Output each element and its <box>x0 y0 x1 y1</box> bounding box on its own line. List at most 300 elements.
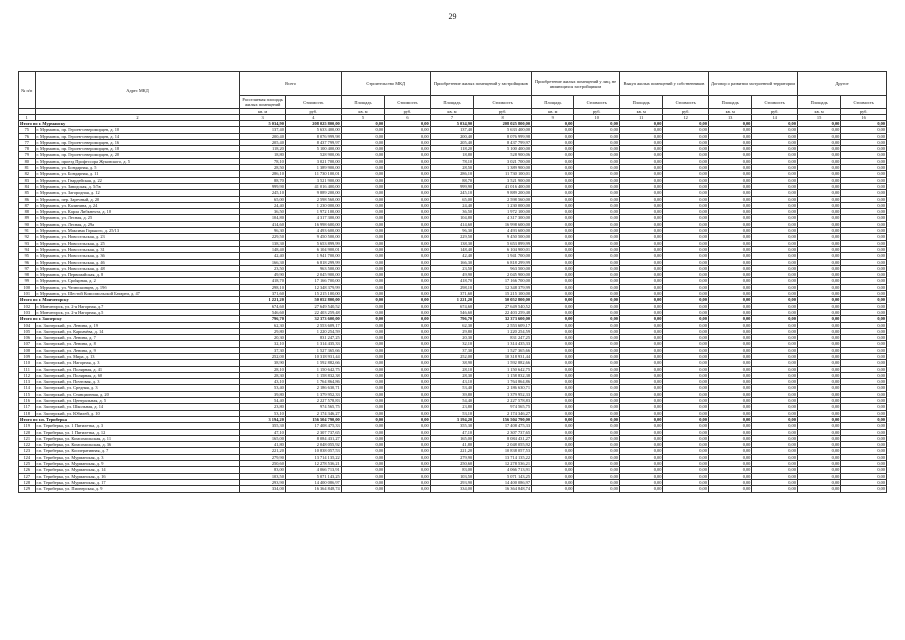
header-acquisition-others: Приобретение жилых помещений у лиц, не являющихся застройщиком <box>532 72 620 96</box>
zero-cell: 0,00 <box>532 246 574 252</box>
zero-cell: 0,00 <box>574 303 620 309</box>
zero-cell: 0,00 <box>797 234 840 240</box>
zero-cell: 0,00 <box>752 284 798 290</box>
zero-cell: 0,00 <box>385 486 431 492</box>
row-number: 85 <box>19 190 36 196</box>
zero-cell: 0,00 <box>708 221 751 227</box>
header-resettled-area: Расселяемая площадь жилых помещений <box>240 96 286 109</box>
zero-cell: 0,00 <box>532 309 574 315</box>
cost-cell: 10 838 057,53 <box>285 448 341 454</box>
zero-cell: 0,00 <box>841 353 887 359</box>
zero-cell: 0,00 <box>532 347 574 353</box>
zero-cell: 0,00 <box>574 341 620 347</box>
zero-cell: 0,00 <box>797 183 840 189</box>
zero-cell: 0,00 <box>341 228 384 234</box>
zero-cell: 0,00 <box>663 228 709 234</box>
address-cell: г.п. Заозерский, ул. Ленина, д. 9 <box>35 347 240 353</box>
cost-cell: 1 972 100,00 <box>285 209 341 215</box>
zero-cell: 0,00 <box>708 171 751 177</box>
zero-cell: 0,00 <box>797 442 840 448</box>
zero-cell: 0,00 <box>532 366 574 372</box>
zero-cell: 0,00 <box>574 259 620 265</box>
zero-cell: 0,00 <box>663 385 709 391</box>
zero-cell: 0,00 <box>574 139 620 145</box>
zero-cell: 0,00 <box>708 435 751 441</box>
zero-cell: 0,00 <box>841 448 887 454</box>
area-cell: 28,10 <box>430 366 473 372</box>
area-cell: 32,10 <box>430 341 473 347</box>
row-number: 86 <box>19 196 36 202</box>
col-number: 13 <box>708 115 751 121</box>
area-cell: 166,30 <box>430 259 473 265</box>
area-cell: 298,10 <box>240 284 286 290</box>
row-number: 108 <box>19 347 36 353</box>
zero-cell: 0,00 <box>708 291 751 297</box>
zero-cell: 0,00 <box>663 303 709 309</box>
zero-cell: 0,00 <box>619 454 662 460</box>
cost-cell: 3 021 700,00 <box>285 158 341 164</box>
address-cell: г. Мурманск, ул. Бондарная, д. 11 <box>35 171 240 177</box>
zero-cell: 0,00 <box>574 165 620 171</box>
row-number: 94 <box>19 246 36 252</box>
zero-cell: 0,00 <box>663 328 709 334</box>
zero-cell: 0,00 <box>708 303 751 309</box>
zero-cell: 0,00 <box>385 291 431 297</box>
zero-cell: 0,00 <box>708 316 751 322</box>
area-cell: 137,40 <box>430 127 473 133</box>
zero-cell: 0,00 <box>341 416 384 422</box>
zero-cell: 0,00 <box>385 404 431 410</box>
area-cell: 279,90 <box>240 454 286 460</box>
zero-cell: 0,00 <box>841 209 887 215</box>
zero-cell: 0,00 <box>752 139 798 145</box>
area-cell: 65,00 <box>430 196 473 202</box>
zero-cell: 0,00 <box>797 309 840 315</box>
zero-cell: 0,00 <box>708 259 751 265</box>
cost-cell: 2 174 346,27 <box>474 410 532 416</box>
area-cell: 83,00 <box>240 467 286 473</box>
area-cell: 286,10 <box>430 171 473 177</box>
address-cell: г. Мурманск, ул. Новосельская, д. 23 <box>35 234 240 240</box>
zero-cell: 0,00 <box>574 297 620 303</box>
cost-cell: 1 764 864,86 <box>285 379 341 385</box>
zero-cell: 0,00 <box>532 253 574 259</box>
zero-cell: 0,00 <box>341 429 384 435</box>
area-cell: 41,80 <box>240 442 286 448</box>
area-cell: 205,40 <box>430 139 473 145</box>
zero-cell: 0,00 <box>708 398 751 404</box>
address-cell: г. Мурманск, ул. Максима Горького, д. 25/13 <box>35 228 240 234</box>
zero-cell: 0,00 <box>619 221 662 227</box>
zero-cell: 0,00 <box>752 158 798 164</box>
zero-cell: 0,00 <box>797 171 840 177</box>
unit-rub: руб. <box>841 109 887 115</box>
header-acquisition-developers: Приобретение жилых помещений у застройщиков <box>430 72 531 96</box>
header-num: № п/п <box>19 72 36 109</box>
zero-cell: 0,00 <box>532 165 574 171</box>
zero-cell: 0,00 <box>619 461 662 467</box>
zero-cell: 0,00 <box>841 322 887 328</box>
address-cell: г. Мурманск, ул. Новосельская, д. 46 <box>35 259 240 265</box>
row-number: 80 <box>19 158 36 164</box>
zero-cell: 0,00 <box>619 127 662 133</box>
zero-cell: 0,00 <box>841 284 887 290</box>
zero-cell: 0,00 <box>797 416 840 422</box>
zero-cell: 0,00 <box>619 246 662 252</box>
zero-cell: 0,00 <box>574 379 620 385</box>
cost-cell: 1 314 435,33 <box>285 341 341 347</box>
zero-cell: 0,00 <box>532 152 574 158</box>
zero-cell: 0,00 <box>663 309 709 315</box>
row-number: 111 <box>19 366 36 372</box>
zero-cell: 0,00 <box>341 202 384 208</box>
zero-cell: 0,00 <box>841 404 887 410</box>
zero-cell: 0,00 <box>797 284 840 290</box>
zero-cell: 0,00 <box>797 265 840 271</box>
zero-cell: 0,00 <box>708 190 751 196</box>
area-cell: 118,20 <box>430 146 473 152</box>
row-number: 100 <box>19 284 36 290</box>
cost-cell: 22 403 259,48 <box>474 309 532 315</box>
zero-cell: 0,00 <box>663 259 709 265</box>
zero-cell: 0,00 <box>752 316 798 322</box>
zero-cell: 0,00 <box>841 272 887 278</box>
zero-cell: 0,00 <box>708 448 751 454</box>
zero-cell: 0,00 <box>752 190 798 196</box>
zero-cell: 0,00 <box>619 410 662 416</box>
zero-cell: 0,00 <box>619 259 662 265</box>
zero-cell: 0,00 <box>532 259 574 265</box>
cost-cell: 5 633 400,00 <box>285 127 341 133</box>
zero-cell: 0,00 <box>841 372 887 378</box>
unit-sqm: кв. м <box>341 109 384 115</box>
zero-cell: 0,00 <box>619 278 662 284</box>
zero-cell: 0,00 <box>619 309 662 315</box>
row-number: 105 <box>19 328 36 334</box>
row-number: 116 <box>19 398 36 404</box>
row-number: 126 <box>19 467 36 473</box>
zero-cell: 0,00 <box>532 171 574 177</box>
zero-cell: 0,00 <box>663 416 709 422</box>
zero-cell: 0,00 <box>663 486 709 492</box>
zero-cell: 0,00 <box>619 265 662 271</box>
cost-cell: 8 084 431,27 <box>474 435 532 441</box>
zero-cell: 0,00 <box>385 448 431 454</box>
cost-cell: 1 527 365,66 <box>285 347 341 353</box>
zero-cell: 0,00 <box>752 183 798 189</box>
area-cell: 28,50 <box>430 165 473 171</box>
zero-cell: 0,00 <box>341 473 384 479</box>
zero-cell: 0,00 <box>532 335 574 341</box>
zero-cell: 0,00 <box>385 322 431 328</box>
address-cell: г. Мурманск, ул. Калинина, д. 24 <box>35 202 240 208</box>
area-cell: 118,20 <box>240 146 286 152</box>
area-cell: 200,40 <box>430 133 473 139</box>
zero-cell: 0,00 <box>797 291 840 297</box>
zero-cell: 0,00 <box>341 366 384 372</box>
zero-cell: 0,00 <box>797 404 840 410</box>
zero-cell: 0,00 <box>752 165 798 171</box>
zero-cell: 0,00 <box>341 209 384 215</box>
zero-cell: 0,00 <box>341 259 384 265</box>
zero-cell: 0,00 <box>619 360 662 366</box>
zero-cell: 0,00 <box>708 410 751 416</box>
address-cell: г. Мурманск, ул. Новосельская, д. 48 <box>35 265 240 271</box>
area-cell: 414,60 <box>240 221 286 227</box>
zero-cell: 0,00 <box>385 259 431 265</box>
zero-cell: 0,00 <box>663 347 709 353</box>
zero-cell: 0,00 <box>574 190 620 196</box>
zero-cell: 0,00 <box>619 272 662 278</box>
zero-cell: 0,00 <box>841 435 887 441</box>
zero-cell: 0,00 <box>532 196 574 202</box>
subtotal-label: Итого по г.п. Териберка <box>19 416 240 422</box>
zero-cell: 0,00 <box>385 467 431 473</box>
zero-cell: 0,00 <box>708 322 751 328</box>
unit-rub: руб. <box>663 109 709 115</box>
zero-cell: 0,00 <box>341 253 384 259</box>
cost-cell: 2 045 900,00 <box>474 272 532 278</box>
unit-sqm: кв. м <box>240 109 286 115</box>
cost-cell: 1 158 832,38 <box>285 372 341 378</box>
area-cell: 250,60 <box>430 461 473 467</box>
zero-cell: 0,00 <box>841 429 887 435</box>
cost-cell: 6 104 900,01 <box>474 246 532 252</box>
zero-cell: 0,00 <box>797 259 840 265</box>
address-cell: г. Мурманск, пр. Героев-североморцев, д. 16 <box>35 139 240 145</box>
area-cell: 293,90 <box>240 479 286 485</box>
zero-cell: 0,00 <box>341 297 384 303</box>
cost-cell: 1 592 882,66 <box>285 360 341 366</box>
zero-cell: 0,00 <box>708 391 751 397</box>
zero-cell: 0,00 <box>532 127 574 133</box>
cost-cell: 3 021 700,00 <box>474 158 532 164</box>
zero-cell: 0,00 <box>797 246 840 252</box>
header-cost: Стоимость <box>574 96 620 109</box>
address-cell: г.п. Териберка, ул. 1 Пятилетка, д. 3 <box>35 423 240 429</box>
subtotal-label: Итого по г. Заозерску <box>19 316 240 322</box>
zero-cell: 0,00 <box>797 335 840 341</box>
area-cell: 37,30 <box>430 347 473 353</box>
zero-cell: 0,00 <box>532 341 574 347</box>
area-cell: 1 221,20 <box>430 297 473 303</box>
zero-cell: 0,00 <box>574 196 620 202</box>
zero-cell: 0,00 <box>797 303 840 309</box>
zero-cell: 0,00 <box>663 183 709 189</box>
zero-cell: 0,00 <box>663 165 709 171</box>
row-number: 120 <box>19 429 36 435</box>
col-number: 11 <box>619 115 662 121</box>
zero-cell: 0,00 <box>841 398 887 404</box>
area-cell: 5 034,90 <box>430 121 473 127</box>
address-cell: г.п. Заозерский, ул. Карпачёва, д. 14 <box>35 328 240 334</box>
zero-cell: 0,00 <box>841 190 887 196</box>
zero-cell: 0,00 <box>385 152 431 158</box>
zero-cell: 0,00 <box>532 121 574 127</box>
zero-cell: 0,00 <box>797 435 840 441</box>
zero-cell: 0,00 <box>708 423 751 429</box>
row-number: 88 <box>19 209 36 215</box>
zero-cell: 0,00 <box>619 234 662 240</box>
zero-cell: 0,00 <box>663 265 709 271</box>
zero-cell: 0,00 <box>341 221 384 227</box>
row-number: 76 <box>19 133 36 139</box>
area-cell: 28,50 <box>240 165 286 171</box>
cost-cell: 22 403 259,48 <box>285 309 341 315</box>
zero-cell: 0,00 <box>574 272 620 278</box>
zero-cell: 0,00 <box>752 221 798 227</box>
zero-cell: 0,00 <box>663 272 709 278</box>
zero-cell: 0,00 <box>574 146 620 152</box>
row-number: 97 <box>19 265 36 271</box>
row-number: 109 <box>19 353 36 359</box>
cost-cell: 2 174 346,27 <box>285 410 341 416</box>
area-cell: 20,30 <box>240 335 286 341</box>
zero-cell: 0,00 <box>797 121 840 127</box>
header-area: Площадь <box>532 96 574 109</box>
zero-cell: 0,00 <box>619 152 662 158</box>
col-number: 4 <box>285 115 341 121</box>
cost-cell: 10 318 931,44 <box>285 353 341 359</box>
area-cell: 18,80 <box>430 152 473 158</box>
zero-cell: 0,00 <box>532 146 574 152</box>
zero-cell: 0,00 <box>341 360 384 366</box>
zero-cell: 0,00 <box>341 246 384 252</box>
zero-cell: 0,00 <box>341 165 384 171</box>
zero-cell: 0,00 <box>708 196 751 202</box>
zero-cell: 0,00 <box>752 341 798 347</box>
zero-cell: 0,00 <box>663 461 709 467</box>
zero-cell: 0,00 <box>841 139 887 145</box>
zero-cell: 0,00 <box>619 353 662 359</box>
area-cell: 166,30 <box>240 259 286 265</box>
area-cell: 32,10 <box>240 341 286 347</box>
row-number: 113 <box>19 379 36 385</box>
zero-cell: 0,00 <box>574 372 620 378</box>
zero-cell: 0,00 <box>532 234 574 240</box>
zero-cell: 0,00 <box>574 253 620 259</box>
zero-cell: 0,00 <box>752 366 798 372</box>
zero-cell: 0,00 <box>752 347 798 353</box>
zero-cell: 0,00 <box>619 404 662 410</box>
address-cell: г.п. Заозерский, ул. Нагорная, д. 3 <box>35 360 240 366</box>
subtotal-label: Итого по г. Мончегорску <box>19 297 240 303</box>
cost-cell: 1 314 435,33 <box>474 341 532 347</box>
zero-cell: 0,00 <box>708 366 751 372</box>
zero-cell: 0,00 <box>341 316 384 322</box>
zero-cell: 0,00 <box>752 291 798 297</box>
zero-cell: 0,00 <box>619 202 662 208</box>
cost-cell: 208 025 800,00 <box>474 121 532 127</box>
area-cell: 53,40 <box>240 385 286 391</box>
row-number: 128 <box>19 479 36 485</box>
zero-cell: 0,00 <box>752 240 798 246</box>
zero-cell: 0,00 <box>841 228 887 234</box>
zero-cell: 0,00 <box>708 297 751 303</box>
unit-rub: руб. <box>474 109 532 115</box>
unit-sqm: кв. м <box>532 109 574 115</box>
area-cell: 23,80 <box>430 404 473 410</box>
area-cell: 78,10 <box>240 158 286 164</box>
cost-cell: 27 649 540,52 <box>474 303 532 309</box>
zero-cell: 0,00 <box>708 272 751 278</box>
area-cell: 88,70 <box>240 177 286 183</box>
area-cell: 355,30 <box>430 423 473 429</box>
area-cell: 138,30 <box>240 240 286 246</box>
area-cell: 334,00 <box>240 486 286 492</box>
zero-cell: 0,00 <box>385 215 431 221</box>
address-cell: г. Мурманск, ул. Сpolярная, д. 2 <box>35 278 240 284</box>
zero-cell: 0,00 <box>574 121 620 127</box>
area-cell: 53,10 <box>240 410 286 416</box>
header-territory-contract: Договор о развитии застроенной территории <box>708 72 797 96</box>
zero-cell: 0,00 <box>532 372 574 378</box>
zero-cell: 0,00 <box>841 259 887 265</box>
zero-cell: 0,00 <box>752 435 798 441</box>
zero-cell: 0,00 <box>663 158 709 164</box>
zero-cell: 0,00 <box>663 297 709 303</box>
address-cell: г. Мурманск, ул. Гвардейская, д. 22 <box>35 177 240 183</box>
area-cell: 88,70 <box>430 177 473 183</box>
area-cell: 418,70 <box>240 278 286 284</box>
zero-cell: 0,00 <box>619 347 662 353</box>
cost-cell: 1 150 642,75 <box>474 366 532 372</box>
zero-cell: 0,00 <box>341 479 384 485</box>
zero-cell: 0,00 <box>385 442 431 448</box>
zero-cell: 0,00 <box>797 410 840 416</box>
cost-cell: 1 220 254,59 <box>474 328 532 334</box>
area-cell: 23,50 <box>430 265 473 271</box>
col-number: 2 <box>35 115 240 121</box>
zero-cell: 0,00 <box>752 429 798 435</box>
header-cost: Стоимость <box>474 96 532 109</box>
zero-cell: 0,00 <box>841 486 887 492</box>
area-cell: 148,40 <box>240 246 286 252</box>
cost-cell: 9 889 200,00 <box>474 190 532 196</box>
zero-cell: 0,00 <box>752 303 798 309</box>
zero-cell: 0,00 <box>752 272 798 278</box>
zero-cell: 0,00 <box>663 335 709 341</box>
zero-cell: 0,00 <box>619 479 662 485</box>
zero-cell: 0,00 <box>663 379 709 385</box>
cost-cell: 4 317 300,00 <box>474 215 532 221</box>
address-cell: г. Мурманск, ул. Бондарная, д. 5 <box>35 165 240 171</box>
area-cell: 355,30 <box>240 423 286 429</box>
zero-cell: 0,00 <box>708 121 751 127</box>
zero-cell: 0,00 <box>708 341 751 347</box>
area-cell: 221,20 <box>430 448 473 454</box>
zero-cell: 0,00 <box>532 391 574 397</box>
cost-cell: 1 972 100,00 <box>474 209 532 215</box>
area-cell: 38,90 <box>240 360 286 366</box>
zero-cell: 0,00 <box>341 196 384 202</box>
zero-cell: 0,00 <box>385 454 431 460</box>
zero-cell: 0,00 <box>574 284 620 290</box>
cost-cell: 32 373 600,00 <box>474 316 532 322</box>
zero-cell: 0,00 <box>752 442 798 448</box>
zero-cell: 0,00 <box>663 410 709 416</box>
address-cell: г.п. Заозерский, ул. Станционная, д. 20 <box>35 391 240 397</box>
zero-cell: 0,00 <box>841 309 887 315</box>
zero-cell: 0,00 <box>841 442 887 448</box>
zero-cell: 0,00 <box>708 385 751 391</box>
zero-cell: 0,00 <box>841 360 887 366</box>
zero-cell: 0,00 <box>708 486 751 492</box>
header-total: Всего <box>240 72 341 96</box>
zero-cell: 0,00 <box>619 486 662 492</box>
zero-cell: 0,00 <box>663 234 709 240</box>
zero-cell: 0,00 <box>752 152 798 158</box>
